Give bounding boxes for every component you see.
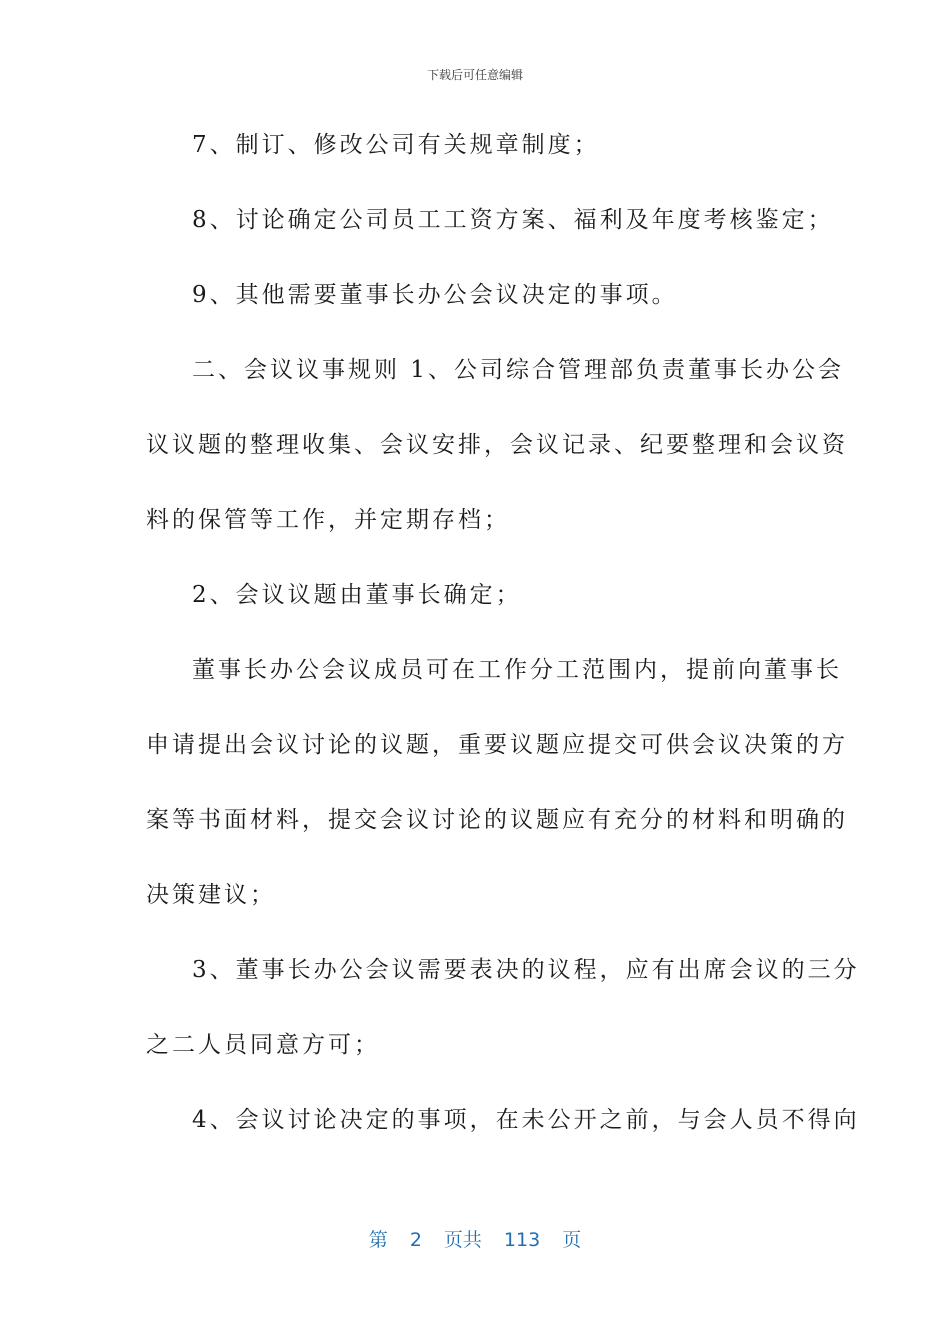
text-line-14: 4、会议讨论决定的事项，在未公开之前，与会人员不得向: [192, 1107, 860, 1133]
page-header: 下载后可任意编辑: [426, 68, 523, 82]
footer-total-pages: 113: [503, 1229, 541, 1251]
text-line-9: 申请提出会议讨论的议题，重要议题应提交可供会议决策的方: [146, 732, 848, 758]
text-line-10: 案等书面材料，提交会议讨论的议题应有充分的材料和明确的: [146, 807, 848, 833]
text-line-1: 7、制订、修改公司有关规章制度；: [192, 132, 600, 158]
text-line-11: 决策建议；: [146, 882, 276, 908]
page-footer: [0, 1225, 950, 1252]
text-line-2: 8、讨论确定公司员工工资方案、福利及年度考核鉴定；: [192, 207, 834, 233]
text-line-7: 2、会议议题由董事长确定；: [192, 582, 522, 608]
footer-page-number: 2: [409, 1229, 422, 1251]
text-line-5: 议议题的整理收集、会议安排，会议记录、纪要整理和会议资: [146, 432, 848, 458]
text-line-4: 二、会议议事规则 1、公司综合管理部负责董事长办公会: [192, 357, 844, 383]
text-line-13: 之二人员同意方可；: [146, 1032, 380, 1058]
text-line-8: 董事长办公会议成员可在工作分工范围内，提前向董事长: [192, 657, 842, 683]
text-line-6: 料的保管等工作，并定期存档；: [146, 507, 510, 533]
text-line-3: 9、其他需要董事长办公会议决定的事项。: [192, 282, 678, 308]
footer-suffix: 页: [562, 1229, 582, 1251]
footer-middle: 页共: [443, 1229, 482, 1251]
text-line-12: 3、董事长办公会议需要表决的议程，应有出席会议的三分: [192, 957, 860, 983]
footer-prefix: 第: [368, 1229, 388, 1251]
